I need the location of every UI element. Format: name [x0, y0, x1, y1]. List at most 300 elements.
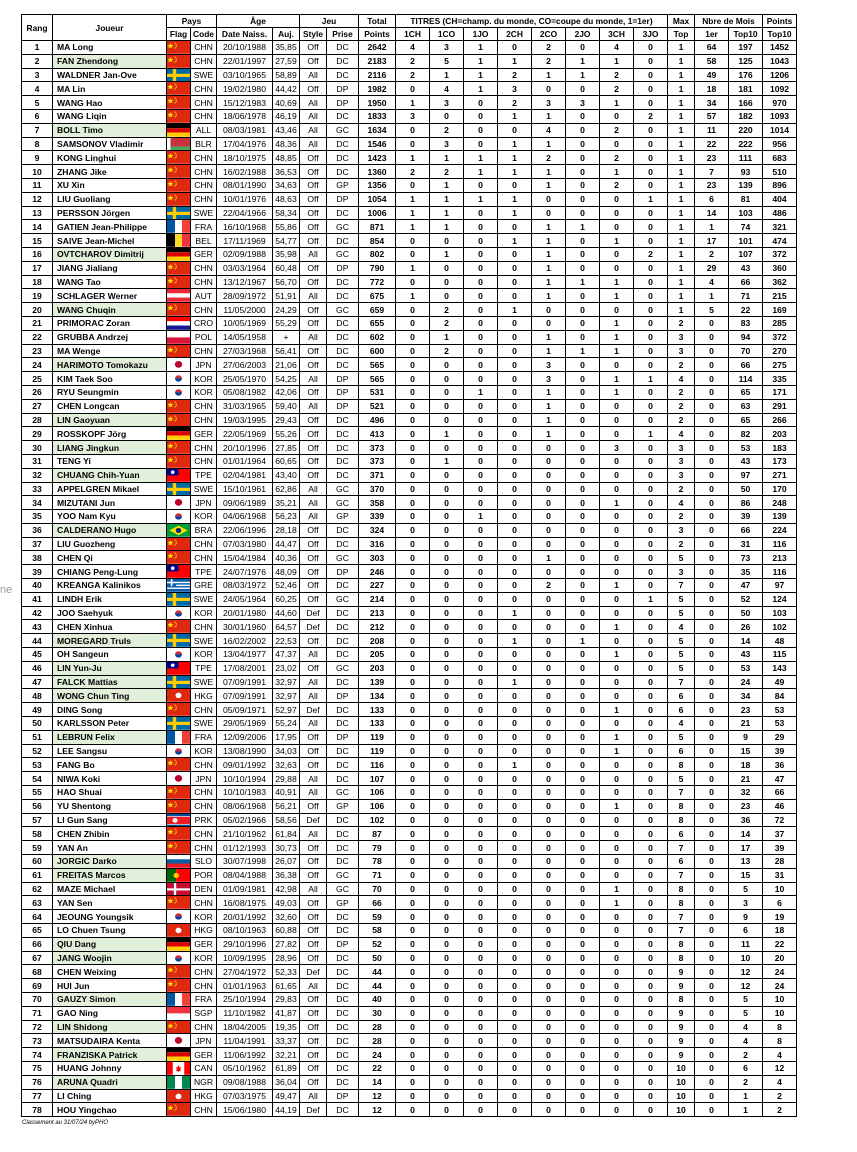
- title-count-cell: 0: [498, 620, 532, 634]
- rank-cell: 31: [22, 454, 53, 468]
- title-count-cell: 0: [566, 247, 600, 261]
- title-count-cell: 0: [566, 579, 600, 593]
- rank-cell: 10: [22, 165, 53, 179]
- title-count-cell: 0: [532, 855, 566, 869]
- col-1co: 1CO: [430, 28, 464, 41]
- title-count-cell: 0: [498, 937, 532, 951]
- max-top-cell: 2: [668, 537, 695, 551]
- points-top10-cell: 53: [763, 703, 797, 717]
- months-first-cell: 0: [695, 979, 729, 993]
- title-count-cell: 0: [634, 1020, 668, 1034]
- title-count-cell: 0: [498, 910, 532, 924]
- title-count-cell: 0: [634, 330, 668, 344]
- player-name-cell: MIZUTANI Jun: [53, 496, 167, 510]
- country-code-cell: CHN: [191, 275, 217, 289]
- country-code-cell: CHN: [191, 979, 217, 993]
- title-count-cell: 0: [532, 1103, 566, 1117]
- title-count-cell: 0: [396, 924, 430, 938]
- title-count-cell: 0: [634, 454, 668, 468]
- months-first-cell: 0: [695, 648, 729, 662]
- max-top-cell: 5: [668, 730, 695, 744]
- rank-cell: 27: [22, 399, 53, 413]
- max-top-cell: 9: [668, 1006, 695, 1020]
- rank-cell: 38: [22, 551, 53, 565]
- title-count-cell: 1: [532, 109, 566, 123]
- country-code-cell: CHN: [191, 192, 217, 206]
- title-count-cell: 0: [566, 924, 600, 938]
- title-count-cell: 0: [396, 606, 430, 620]
- total-points-cell: 214: [359, 592, 396, 606]
- title-count-cell: 0: [430, 786, 464, 800]
- rank-cell: 50: [22, 717, 53, 731]
- title-count-cell: 0: [498, 1048, 532, 1062]
- table-row: [22, 289, 797, 303]
- play-style-cell: Off: [300, 303, 327, 317]
- title-count-cell: 0: [566, 882, 600, 896]
- title-count-cell: 0: [634, 1089, 668, 1103]
- background-window-text: ne: [0, 584, 13, 596]
- country-flag-icon: [167, 482, 191, 496]
- play-style-cell: Def: [300, 965, 327, 979]
- months-first-cell: 11: [695, 123, 729, 137]
- col-rang: Rang: [22, 15, 53, 41]
- table-row: [22, 41, 797, 55]
- months-top10-cell: 101: [729, 234, 763, 248]
- title-count-cell: 0: [566, 1034, 600, 1048]
- months-top10-cell: 166: [729, 96, 763, 110]
- months-first-cell: 7: [695, 165, 729, 179]
- age-cell: 61,89: [273, 1061, 300, 1075]
- title-count-cell: 0: [464, 1089, 498, 1103]
- play-style-cell: Off: [300, 1061, 327, 1075]
- months-first-cell: 0: [695, 427, 729, 441]
- title-count-cell: 0: [600, 1048, 634, 1062]
- rank-cell: 21: [22, 316, 53, 330]
- title-count-cell: 0: [430, 275, 464, 289]
- age-cell: 34,03: [273, 744, 300, 758]
- title-count-cell: 0: [600, 634, 634, 648]
- title-count-cell: 1: [532, 275, 566, 289]
- country-flag-icon: [167, 192, 191, 206]
- country-flag-icon: [167, 303, 191, 317]
- age-cell: 58,34: [273, 206, 300, 220]
- title-count-cell: 2: [600, 123, 634, 137]
- table-row: [22, 951, 797, 965]
- title-count-cell: 2: [498, 68, 532, 82]
- months-first-cell: 0: [695, 841, 729, 855]
- months-first-cell: 0: [695, 1089, 729, 1103]
- title-count-cell: 0: [430, 730, 464, 744]
- title-count-cell: 0: [600, 206, 634, 220]
- months-first-cell: 0: [695, 799, 729, 813]
- title-count-cell: 0: [498, 979, 532, 993]
- title-count-cell: 0: [566, 910, 600, 924]
- grip-cell: DC: [327, 109, 359, 123]
- title-count-cell: 1: [532, 178, 566, 192]
- play-style-cell: Def: [300, 703, 327, 717]
- months-first-cell: 0: [695, 1048, 729, 1062]
- title-count-cell: 0: [600, 261, 634, 275]
- total-points-cell: 1634: [359, 123, 396, 137]
- player-name-cell: WANG Liqin: [53, 109, 167, 123]
- months-first-cell: 23: [695, 151, 729, 165]
- title-count-cell: 0: [634, 551, 668, 565]
- play-style-cell: All: [300, 510, 327, 524]
- title-count-cell: 0: [498, 523, 532, 537]
- title-count-cell: 0: [532, 992, 566, 1006]
- birth-date-cell: 03/10/1965: [217, 68, 273, 82]
- grip-cell: GP: [327, 510, 359, 524]
- birth-date-cell: 15/06/1980: [217, 1103, 273, 1117]
- birth-date-cell: 11/04/1991: [217, 1034, 273, 1048]
- title-count-cell: 0: [396, 1020, 430, 1034]
- rank-cell: 14: [22, 220, 53, 234]
- birth-date-cell: 01/01/1963: [217, 979, 273, 993]
- country-flag-icon: [167, 937, 191, 951]
- country-code-cell: CHN: [191, 151, 217, 165]
- birth-date-cell: 27/06/2003: [217, 358, 273, 372]
- country-flag-icon: [167, 1089, 191, 1103]
- title-count-cell: 1: [464, 510, 498, 524]
- player-name-cell: DING Song: [53, 703, 167, 717]
- title-count-cell: 0: [566, 358, 600, 372]
- title-count-cell: 0: [532, 206, 566, 220]
- points-top10-cell: 291: [763, 399, 797, 413]
- player-name-cell: QIU Dang: [53, 937, 167, 951]
- col-auj: Auj.: [273, 28, 300, 41]
- player-name-cell: CHEN Weixing: [53, 965, 167, 979]
- play-style-cell: Off: [300, 579, 327, 593]
- birth-date-cell: 25/10/1994: [217, 992, 273, 1006]
- title-count-cell: 2: [430, 316, 464, 330]
- rank-cell: 17: [22, 261, 53, 275]
- title-count-cell: 1: [532, 344, 566, 358]
- title-count-cell: 0: [566, 234, 600, 248]
- age-cell: 48,09: [273, 565, 300, 579]
- months-top10-cell: 71: [729, 289, 763, 303]
- rank-cell: 26: [22, 385, 53, 399]
- birth-date-cell: 12/09/2006: [217, 730, 273, 744]
- title-count-cell: 0: [498, 730, 532, 744]
- player-name-cell: KONG Linghui: [53, 151, 167, 165]
- table-row: [22, 661, 797, 675]
- title-count-cell: 0: [430, 882, 464, 896]
- title-count-cell: 1: [566, 54, 600, 68]
- title-count-cell: 0: [498, 537, 532, 551]
- title-count-cell: 0: [600, 786, 634, 800]
- total-points-cell: 208: [359, 634, 396, 648]
- title-count-cell: 0: [634, 565, 668, 579]
- total-points-cell: 133: [359, 717, 396, 731]
- col-points: Points: [763, 15, 797, 28]
- age-cell: 40,91: [273, 786, 300, 800]
- title-count-cell: 0: [634, 979, 668, 993]
- title-count-cell: 0: [396, 744, 430, 758]
- total-points-cell: 70: [359, 882, 396, 896]
- country-code-cell: KOR: [191, 606, 217, 620]
- player-name-cell: ROSSKOPF Jörg: [53, 427, 167, 441]
- grip-cell: DC: [327, 965, 359, 979]
- title-count-cell: 0: [396, 786, 430, 800]
- total-points-cell: 139: [359, 675, 396, 689]
- title-count-cell: 0: [634, 1006, 668, 1020]
- title-count-cell: 0: [464, 137, 498, 151]
- title-count-cell: 0: [430, 979, 464, 993]
- rank-cell: 74: [22, 1048, 53, 1062]
- title-count-cell: 0: [634, 358, 668, 372]
- grip-cell: DC: [327, 620, 359, 634]
- points-top10-cell: 97: [763, 579, 797, 593]
- title-count-cell: 0: [464, 841, 498, 855]
- country-code-cell: HKG: [191, 1089, 217, 1103]
- play-style-cell: Off: [300, 924, 327, 938]
- title-count-cell: 0: [634, 799, 668, 813]
- grip-cell: GC: [327, 303, 359, 317]
- birth-date-cell: 29/05/1969: [217, 717, 273, 731]
- title-count-cell: 0: [396, 730, 430, 744]
- title-count-cell: 0: [532, 441, 566, 455]
- title-count-cell: 0: [396, 330, 430, 344]
- title-count-cell: 0: [430, 441, 464, 455]
- title-count-cell: 0: [532, 827, 566, 841]
- title-count-cell: 1: [634, 427, 668, 441]
- player-name-cell: WANG Tao: [53, 275, 167, 289]
- title-count-cell: 0: [566, 868, 600, 882]
- rank-cell: 61: [22, 868, 53, 882]
- title-count-cell: 0: [566, 413, 600, 427]
- months-top10-cell: 220: [729, 123, 763, 137]
- birth-date-cell: 22/04/1966: [217, 206, 273, 220]
- title-count-cell: 1: [396, 220, 430, 234]
- rank-cell: 29: [22, 427, 53, 441]
- total-points-cell: 87: [359, 827, 396, 841]
- title-count-cell: 0: [430, 634, 464, 648]
- title-count-cell: 0: [566, 454, 600, 468]
- title-count-cell: 1: [430, 68, 464, 82]
- grip-cell: DC: [327, 137, 359, 151]
- title-count-cell: 0: [430, 1034, 464, 1048]
- title-count-cell: 1: [634, 592, 668, 606]
- grip-cell: DC: [327, 358, 359, 372]
- months-top10-cell: 107: [729, 247, 763, 261]
- player-name-cell: HARIMOTO Tomokazu: [53, 358, 167, 372]
- title-count-cell: 0: [464, 951, 498, 965]
- title-count-cell: 0: [634, 634, 668, 648]
- months-first-cell: 0: [695, 703, 729, 717]
- country-code-cell: FRA: [191, 730, 217, 744]
- title-count-cell: 0: [498, 413, 532, 427]
- table-row: [22, 178, 797, 192]
- title-count-cell: 0: [634, 717, 668, 731]
- col-2co: 2CO: [532, 28, 566, 41]
- country-flag-icon: [167, 399, 191, 413]
- grip-cell: GC: [327, 868, 359, 882]
- points-top10-cell: 170: [763, 482, 797, 496]
- title-count-cell: 0: [498, 551, 532, 565]
- play-style-cell: Off: [300, 41, 327, 55]
- play-style-cell: All: [300, 786, 327, 800]
- title-count-cell: 0: [430, 703, 464, 717]
- title-count-cell: 0: [566, 841, 600, 855]
- country-flag-icon: [167, 606, 191, 620]
- player-name-cell: LEE Sangsu: [53, 744, 167, 758]
- play-style-cell: Def: [300, 620, 327, 634]
- title-count-cell: 0: [600, 592, 634, 606]
- title-count-cell: 0: [634, 537, 668, 551]
- player-name-cell: RYU Seungmin: [53, 385, 167, 399]
- title-count-cell: 0: [498, 1034, 532, 1048]
- title-count-cell: 1: [600, 882, 634, 896]
- player-name-cell: JIANG Jialiang: [53, 261, 167, 275]
- total-points-cell: 2183: [359, 54, 396, 68]
- grip-cell: DC: [327, 648, 359, 662]
- max-top-cell: 7: [668, 924, 695, 938]
- total-points-cell: 2642: [359, 41, 396, 55]
- table-row: [22, 992, 797, 1006]
- title-count-cell: 0: [634, 220, 668, 234]
- title-count-cell: 1: [498, 303, 532, 317]
- months-top10-cell: 23: [729, 799, 763, 813]
- title-count-cell: 0: [634, 275, 668, 289]
- points-top10-cell: 39: [763, 744, 797, 758]
- age-cell: 29,83: [273, 992, 300, 1006]
- title-count-cell: 4: [532, 123, 566, 137]
- table-row: [22, 882, 797, 896]
- points-top10-cell: 404: [763, 192, 797, 206]
- months-first-cell: 0: [695, 1075, 729, 1089]
- title-count-cell: 0: [634, 910, 668, 924]
- country-code-cell: KOR: [191, 510, 217, 524]
- title-count-cell: 0: [566, 1075, 600, 1089]
- months-top10-cell: 24: [729, 675, 763, 689]
- title-count-cell: 1: [464, 385, 498, 399]
- birth-date-cell: 18/06/1978: [217, 109, 273, 123]
- max-top-cell: 5: [668, 661, 695, 675]
- months-first-cell: 0: [695, 1061, 729, 1075]
- title-count-cell: 0: [430, 537, 464, 551]
- rank-cell: 46: [22, 661, 53, 675]
- months-first-cell: 6: [695, 192, 729, 206]
- title-count-cell: 0: [498, 496, 532, 510]
- table-row: [22, 96, 797, 110]
- title-count-cell: 0: [532, 606, 566, 620]
- title-count-cell: 0: [464, 372, 498, 386]
- max-top-cell: 9: [668, 1048, 695, 1062]
- title-count-cell: 0: [634, 385, 668, 399]
- play-style-cell: Off: [300, 896, 327, 910]
- title-count-cell: 0: [464, 675, 498, 689]
- table-row: [22, 510, 797, 524]
- months-first-cell: 0: [695, 827, 729, 841]
- title-count-cell: 0: [498, 841, 532, 855]
- country-flag-icon: [167, 1103, 191, 1117]
- player-name-cell: CALDERANO Hugo: [53, 523, 167, 537]
- months-top10-cell: 53: [729, 661, 763, 675]
- title-count-cell: 0: [634, 606, 668, 620]
- title-count-cell: 1: [566, 68, 600, 82]
- title-count-cell: 1: [532, 289, 566, 303]
- grip-cell: DC: [327, 441, 359, 455]
- months-first-cell: 0: [695, 330, 729, 344]
- points-top10-cell: 510: [763, 165, 797, 179]
- months-top10-cell: 74: [729, 220, 763, 234]
- age-cell: 41,87: [273, 1006, 300, 1020]
- title-count-cell: 0: [430, 496, 464, 510]
- title-count-cell: 0: [430, 482, 464, 496]
- birth-date-cell: 24/07/1976: [217, 565, 273, 579]
- title-count-cell: 0: [430, 413, 464, 427]
- months-first-cell: 0: [695, 924, 729, 938]
- rank-cell: 58: [22, 827, 53, 841]
- title-count-cell: 0: [464, 358, 498, 372]
- months-first-cell: 58: [695, 54, 729, 68]
- title-count-cell: 2: [532, 41, 566, 55]
- play-style-cell: Off: [300, 344, 327, 358]
- table-row: [22, 868, 797, 882]
- points-top10-cell: 143: [763, 661, 797, 675]
- title-count-cell: 1: [600, 96, 634, 110]
- max-top-cell: 3: [668, 523, 695, 537]
- title-count-cell: 0: [600, 427, 634, 441]
- points-top10-cell: 6: [763, 896, 797, 910]
- title-count-cell: 0: [396, 620, 430, 634]
- birth-date-cell: 17/08/2001: [217, 661, 273, 675]
- title-count-cell: 0: [498, 178, 532, 192]
- title-count-cell: 0: [498, 358, 532, 372]
- player-name-cell: PRIMORAC Zoran: [53, 316, 167, 330]
- points-top10-cell: 486: [763, 206, 797, 220]
- title-count-cell: 1: [464, 41, 498, 55]
- points-top10-cell: 49: [763, 675, 797, 689]
- grip-cell: GC: [327, 661, 359, 675]
- table-row: [22, 496, 797, 510]
- months-top10-cell: 66: [729, 523, 763, 537]
- age-cell: 32,60: [273, 910, 300, 924]
- months-first-cell: 0: [695, 951, 729, 965]
- months-top10-cell: 12: [729, 965, 763, 979]
- grip-cell: GC: [327, 482, 359, 496]
- birth-date-cell: 17/11/1969: [217, 234, 273, 248]
- points-top10-cell: 116: [763, 537, 797, 551]
- grip-cell: DP: [327, 192, 359, 206]
- birth-date-cell: 25/05/1970: [217, 372, 273, 386]
- country-flag-icon: [167, 109, 191, 123]
- title-count-cell: 0: [566, 316, 600, 330]
- title-count-cell: 1: [396, 289, 430, 303]
- points-top10-cell: 46: [763, 799, 797, 813]
- age-cell: 61,65: [273, 979, 300, 993]
- table-row: [22, 744, 797, 758]
- title-count-cell: 1: [430, 247, 464, 261]
- max-top-cell: 7: [668, 675, 695, 689]
- title-count-cell: 0: [532, 565, 566, 579]
- title-count-cell: 0: [600, 109, 634, 123]
- title-count-cell: 0: [498, 924, 532, 938]
- rank-cell: 32: [22, 468, 53, 482]
- rank-cell: 11: [22, 178, 53, 192]
- months-top10-cell: 81: [729, 192, 763, 206]
- player-name-cell: ZHANG Jike: [53, 165, 167, 179]
- country-flag-icon: [167, 924, 191, 938]
- title-count-cell: 0: [464, 275, 498, 289]
- points-top10-cell: 102: [763, 620, 797, 634]
- table-row: [22, 1006, 797, 1020]
- age-cell: 29,88: [273, 772, 300, 786]
- table-row: [22, 330, 797, 344]
- title-count-cell: 1: [600, 648, 634, 662]
- age-cell: 56,41: [273, 344, 300, 358]
- country-flag-icon: [167, 151, 191, 165]
